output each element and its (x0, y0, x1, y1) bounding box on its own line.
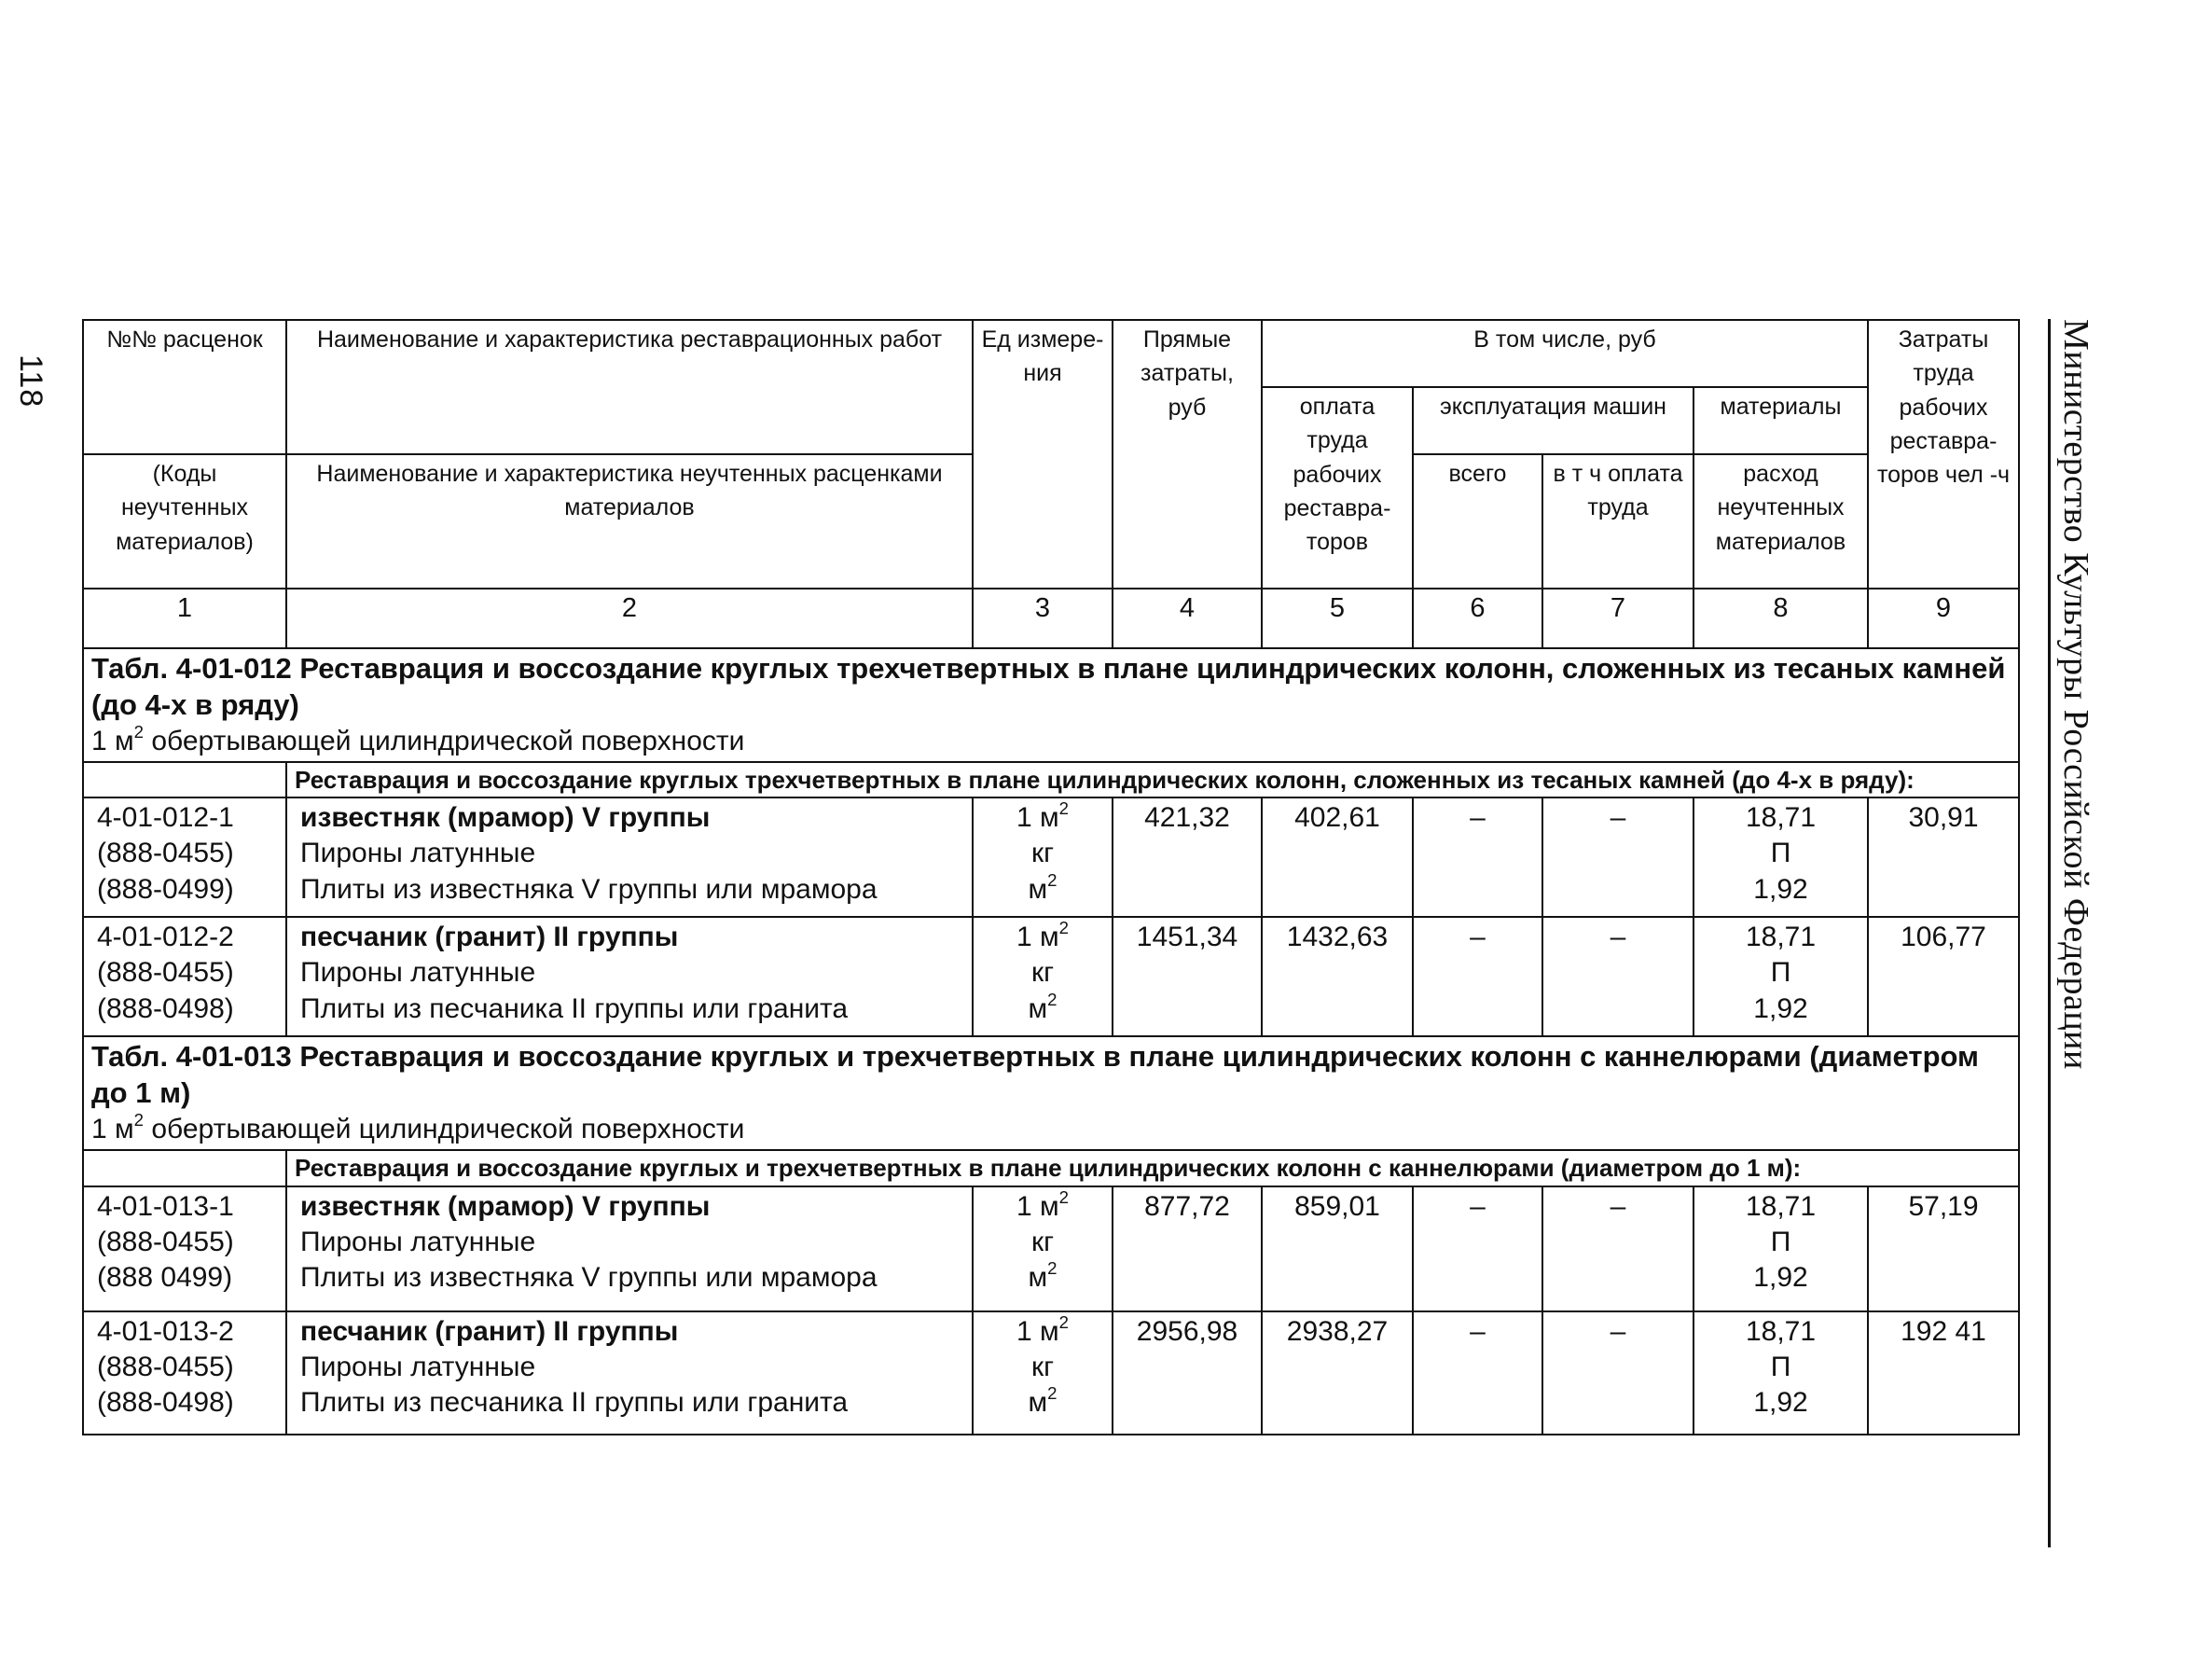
row-labor-hours: 106,77 (1868, 917, 2019, 1036)
row-materials: 18,71 П 1,92 (1694, 1186, 1868, 1311)
col-number: 3 (973, 589, 1113, 648)
col-number: 5 (1262, 589, 1413, 648)
header-including: В том числе, руб (1262, 320, 1868, 387)
section-unit: 1 $м^2$ обертывающей цилиндрической поверхности (91, 721, 745, 756)
header-col2-top: Наименование и характеристика реставрационных работ (286, 320, 973, 454)
row-codes: 4-01-012-2 (888-0455) (888-0498) (83, 917, 286, 1036)
table-header (83, 320, 2019, 648)
header-col8: расход неучтенных материалов (1694, 454, 1868, 589)
row-machines-total: – (1413, 797, 1542, 917)
col-number: 4 (1113, 589, 1262, 648)
header-machines: эксплуатация машин (1413, 387, 1694, 454)
row-direct-cost: 877,72 (1113, 1186, 1262, 1311)
row-labor-cost: 402,61 (1262, 797, 1413, 917)
row-codes: 4-01-012-1 (888-0455) (888-0499) (83, 797, 286, 917)
row-machines-labor: – (1542, 1311, 1694, 1435)
side-rule (2048, 319, 2051, 1547)
header-col4: Прямые затраты, руб (1113, 320, 1262, 589)
row-materials: 18,71 П 1,92 (1694, 1311, 1868, 1435)
col-number: 7 (1542, 589, 1694, 648)
header-materials: материалы (1694, 387, 1868, 454)
row-codes: 4-01-013-2 (888-0455) (888-0498) (83, 1311, 286, 1435)
row-units: 1 $м^2$ кг $м^2$ (973, 1186, 1113, 1311)
price-table (82, 319, 2020, 1435)
row-direct-cost: 2956,98 (1113, 1311, 1262, 1435)
row-codes: 4-01-013-1 (888-0455) (888 0499) (83, 1186, 286, 1311)
header-col6: всего (1413, 454, 1542, 589)
section-title: Табл. 4-01-013 Реставрация и воссоздание круглых и трехчетвертных в плане цилиндрических колонн с каннелюрами (диаметром до 1 м) (91, 1040, 1979, 1110)
subtitle-blank (83, 762, 286, 798)
row-units: 1 $м^2$ кг $м^2$ (973, 797, 1113, 917)
row-labor-cost: 2938,27 (1262, 1311, 1413, 1435)
row-machines-total: – (1413, 917, 1542, 1036)
row-direct-cost: 1451,34 (1113, 917, 1262, 1036)
row-labor-hours: 192 41 (1868, 1311, 2019, 1435)
row-labor-hours: 57,19 (1868, 1186, 2019, 1311)
row-materials: 18,71 П 1,92 (1694, 917, 1868, 1036)
table-row (83, 797, 2019, 917)
row-name: известняк (мрамор) V группы Пироны латунные Плиты из известняка V группы или мрамора (286, 1186, 973, 1311)
header-col9: Затраты труда рабочих реставра-торов чел -ч (1868, 320, 2019, 589)
row-machines-labor: – (1542, 797, 1694, 917)
table-row (83, 1311, 2019, 1435)
page-number: 118 (13, 354, 48, 409)
section-title: Табл. 4-01-012 Реставрация и воссоздание круглых трехчетвертных в плане цилиндрических колонн, сложенных из тесаных камней (до 4-х в ряду) (91, 652, 2006, 721)
row-machines-labor: – (1542, 917, 1694, 1036)
col-number: 1 (83, 589, 286, 648)
col-number: 9 (1868, 589, 2019, 648)
row-direct-cost: 421,32 (1113, 797, 1262, 917)
row-materials: 18,71 П 1,92 (1694, 797, 1868, 917)
row-machines-total: – (1413, 1186, 1542, 1311)
section-subtitle: Реставрация и воссоздание круглых и трехчетвертных в плане цилиндрических колонн с каннелюрами (диаметром до 1 м): (286, 1150, 2019, 1186)
row-name: песчаник (гранит) II группы Пироны латунные Плиты из песчаника II группы или гранита (286, 1311, 973, 1435)
row-labor-hours: 30,91 (1868, 797, 2019, 917)
section-subtitle: Реставрация и воссоздание круглых трехчетвертных в плане цилиндрических колонн, сложенных из тесаных камней (до 4-х в ряду): (286, 762, 2019, 798)
row-machines-labor: – (1542, 1186, 1694, 1311)
header-col2-bottom: Наименование и характеристика неучтенных расценками материалов (286, 454, 973, 589)
row-units: 1 $м^2$ кг $м^2$ (973, 917, 1113, 1036)
col-number: 6 (1413, 589, 1542, 648)
side-title-text: Министерство Культуры Российской Федерации (2056, 319, 2095, 1070)
section (83, 648, 2019, 1036)
row-name: песчаник (гранит) II группы Пироны латунные Плиты из песчаника II группы или гранита (286, 917, 973, 1036)
row-labor-cost: 1432,63 (1262, 917, 1413, 1036)
section-unit: 1 $м^2$ обертывающей цилиндрической поверхности (91, 1109, 745, 1144)
subtitle-blank (83, 1150, 286, 1186)
header-col3: Ед измере-ния (973, 320, 1113, 589)
col-number: 2 (286, 589, 973, 648)
section (83, 1036, 2019, 1434)
header-col7: в т ч оплата труда (1542, 454, 1694, 589)
header-col1-top: №№ расценок (83, 320, 286, 454)
header-col1-bottom: (Коды неучтенных материалов) (83, 454, 286, 589)
col-number: 8 (1694, 589, 1868, 648)
table-row (83, 917, 2019, 1036)
row-machines-total: – (1413, 1311, 1542, 1435)
row-name: известняк (мрамор) V группы Пироны латунные Плиты из известняка V группы или мрамора (286, 797, 973, 917)
row-labor-cost: 859,01 (1262, 1186, 1413, 1311)
row-units: 1 $м^2$ кг $м^2$ (973, 1311, 1113, 1435)
table-row (83, 1186, 2019, 1311)
header-col5: оплата труда рабочих реставра-торов (1262, 387, 1413, 589)
